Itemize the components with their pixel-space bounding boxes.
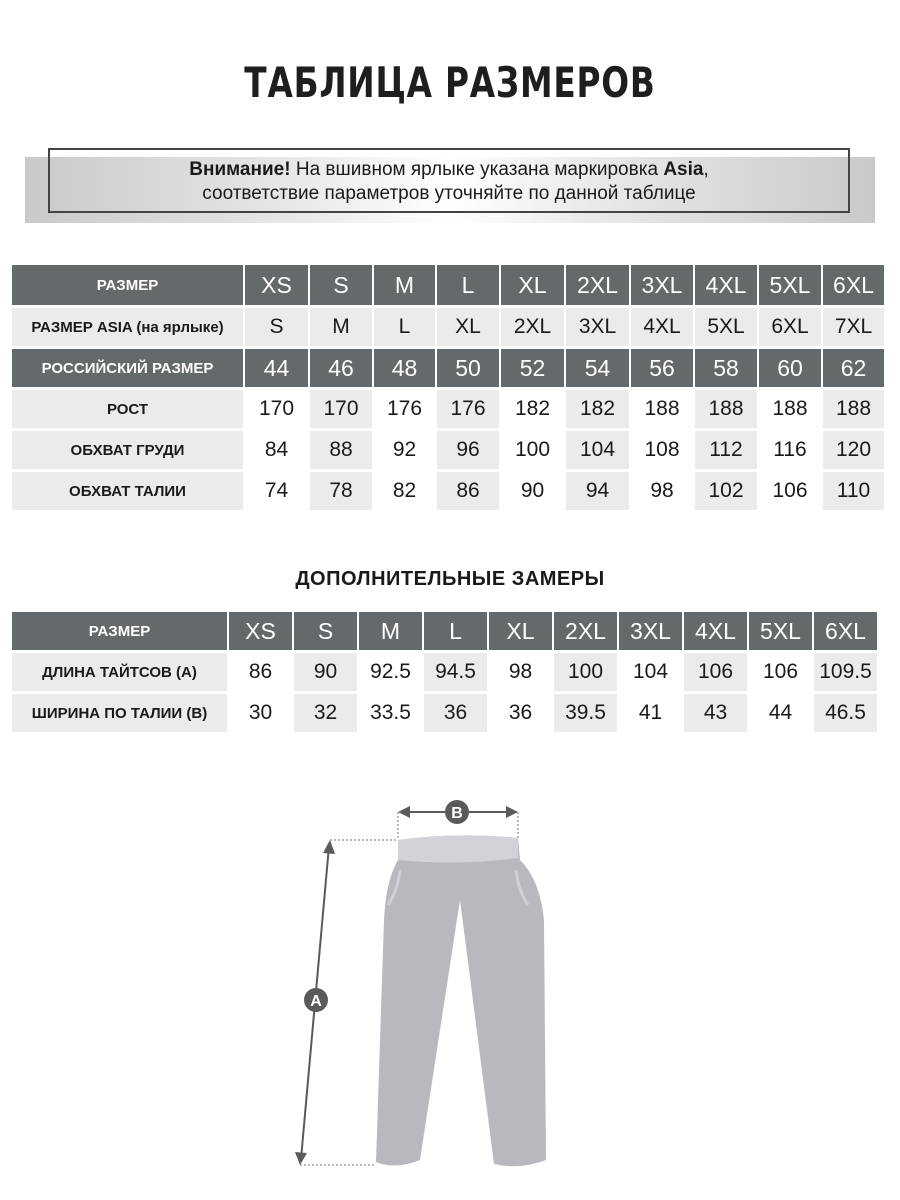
table-cell: XL [437, 308, 499, 346]
table-cell: 170 [245, 390, 308, 428]
table-cell: L [437, 265, 499, 305]
table-cell: XS [229, 612, 292, 650]
table-cell: M [310, 308, 372, 346]
table-cell: 104 [566, 431, 629, 469]
row-label: ОБХВАТ ТАЛИИ [12, 472, 243, 510]
table-cell: 94.5 [424, 653, 487, 691]
table-cell: 98 [631, 472, 693, 510]
table-cell: 44 [245, 349, 308, 387]
pants-waistband [398, 835, 518, 862]
table-cell: 90 [294, 653, 357, 691]
table-cell: 188 [823, 390, 884, 428]
table-cell: M [374, 265, 435, 305]
table-cell: 56 [631, 349, 693, 387]
notice-line-2: соответствие параметров уточняйте по данной таблице [202, 183, 696, 204]
row-label: РАЗМЕР [12, 265, 243, 305]
table-cell: 5XL [695, 308, 757, 346]
table-cell: 48 [374, 349, 435, 387]
table-cell: 170 [310, 390, 372, 428]
notice-warning: Внимание! [189, 159, 291, 180]
table-cell: S [245, 308, 308, 346]
table-cell: XS [245, 265, 308, 305]
table-cell: L [424, 612, 487, 650]
dim-a-arrow-bottom [295, 1152, 307, 1165]
table-cell: 92 [374, 431, 435, 469]
table-cell: 2XL [501, 308, 564, 346]
table-cell: 5XL [749, 612, 812, 650]
table-cell: 54 [566, 349, 629, 387]
table-cell: 92.5 [359, 653, 422, 691]
table-cell: 4XL [695, 265, 757, 305]
marker-a-label: A [310, 993, 322, 1010]
row-label: РАЗМЕР ASIA (на ярлыке) [12, 308, 243, 346]
table-cell: 3XL [631, 265, 693, 305]
table-cell: M [359, 612, 422, 650]
table-cell: 3XL [619, 612, 682, 650]
table-cell: 106 [759, 472, 821, 510]
table-cell: 176 [374, 390, 435, 428]
table-cell: 74 [245, 472, 308, 510]
table-cell: 84 [245, 431, 308, 469]
table-cell: 4XL [684, 612, 747, 650]
table-cell: XL [489, 612, 552, 650]
table-cell: S [310, 265, 372, 305]
table-cell: 39.5 [554, 694, 617, 732]
table-cell: 6XL [823, 265, 884, 305]
table-cell: 32 [294, 694, 357, 732]
table-cell: S [294, 612, 357, 650]
table-cell: 110 [823, 472, 884, 510]
table-cell: 62 [823, 349, 884, 387]
table-cell: 60 [759, 349, 821, 387]
table-cell: 52 [501, 349, 564, 387]
table-cell: 182 [566, 390, 629, 428]
notice-brand: Asia [663, 159, 704, 180]
pants-shape [376, 835, 546, 1166]
table-cell: 104 [619, 653, 682, 691]
table-cell: 188 [631, 390, 693, 428]
row-label: ОБХВАТ ГРУДИ [12, 431, 243, 469]
table-cell: 106 [684, 653, 747, 691]
table-cell: 6XL [759, 308, 821, 346]
table-cell: 50 [437, 349, 499, 387]
table-cell: 100 [554, 653, 617, 691]
row-label: РАЗМЕР [12, 612, 227, 650]
table-cell: 90 [501, 472, 564, 510]
table-cell: 94 [566, 472, 629, 510]
table-cell: 106 [749, 653, 812, 691]
table-cell: 36 [424, 694, 487, 732]
table-cell: 109.5 [814, 653, 877, 691]
table-cell: 4XL [631, 308, 693, 346]
table-cell: 6XL [814, 612, 877, 650]
table-cell: 102 [695, 472, 757, 510]
table-cell: 88 [310, 431, 372, 469]
table-cell: 7XL [823, 308, 884, 346]
marker-b-label: B [451, 805, 463, 822]
table-cell: 100 [501, 431, 564, 469]
table-cell: 182 [501, 390, 564, 428]
page-title: ТАБЛИЦА РАЗМЕРОВ [244, 58, 656, 107]
table-cell: 98 [489, 653, 552, 691]
table-cell: 120 [823, 431, 884, 469]
table-cell: 188 [695, 390, 757, 428]
table-cell: 46 [310, 349, 372, 387]
dim-a-arrow-top [323, 840, 335, 854]
table-cell: 78 [310, 472, 372, 510]
notice-comma: , [703, 159, 709, 180]
table-cell: 116 [759, 431, 821, 469]
row-label: РОСТ [12, 390, 243, 428]
table-cell: 46.5 [814, 694, 877, 732]
dim-b-arrow-left [398, 806, 410, 818]
row-label: ШИРИНА ПО ТАЛИИ (В) [12, 694, 227, 732]
dim-b-arrow-right [506, 806, 518, 818]
table-cell: L [374, 308, 435, 346]
table-cell: 2XL [566, 265, 629, 305]
table-cell: 30 [229, 694, 292, 732]
extra-measurements-title: ДОПОЛНИТЕЛЬНЫЕ ЗАМЕРЫ [295, 568, 605, 590]
notice-text: На вшивном ярлыке указана маркировка [290, 159, 664, 180]
row-label: ДЛИНА ТАЙТСОВ (А) [12, 653, 227, 691]
table-cell: 41 [619, 694, 682, 732]
table-cell: 5XL [759, 265, 821, 305]
table-cell: 2XL [554, 612, 617, 650]
row-label: РОССИЙСКИЙ РАЗМЕР [12, 349, 243, 387]
table-cell: 188 [759, 390, 821, 428]
table-cell: 96 [437, 431, 499, 469]
table-cell: 86 [437, 472, 499, 510]
table-cell: 58 [695, 349, 757, 387]
table-cell: 176 [437, 390, 499, 428]
table-cell: 44 [749, 694, 812, 732]
table-cell: 43 [684, 694, 747, 732]
table-cell: 82 [374, 472, 435, 510]
table-cell: 86 [229, 653, 292, 691]
table-cell: 36 [489, 694, 552, 732]
table-cell: XL [501, 265, 564, 305]
table-cell: 108 [631, 431, 693, 469]
table-cell: 33.5 [359, 694, 422, 732]
table-cell: 3XL [566, 308, 629, 346]
table-cell: 112 [695, 431, 757, 469]
